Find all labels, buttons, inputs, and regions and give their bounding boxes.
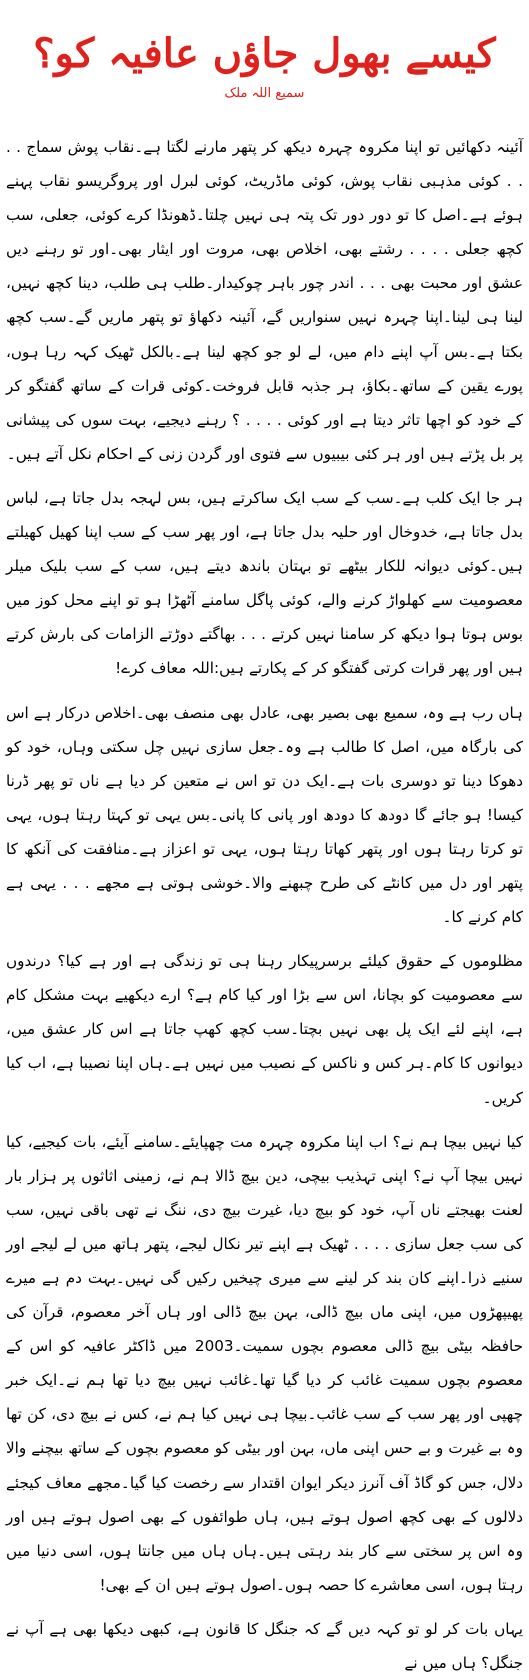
article-paragraph: کیا نہیں بیچا ہم نے؟ اب اپنا مکروہ چہرہ مت چھپایئے۔سامنے آیئے، بات کیجیے، کیا نہیں بیچا آپ نے؟ اپنی تہذیب بیچی، دین بیچ ڈالا ہم نے، زمینی اثاثوں پر ہزار بار لعنت بھیجتے ناں آپ، خود کو بیچ دیا، غیرت بیچ دی، ننگ نے تھی باقی نہیں، سب کی سب جعل سازی . . . . ٹھیک ہے اپنے تیر نکال لیجے، پتھر ہاتھ میں لے لیجے اور سنیے ذرا۔اپنے کان بند کر لینے سے میری چیخیں رکیں گی نہیں۔بہت دم ہے میرے پھیپھڑوں میں، اپنی ماں بیچ ڈالی، بہن بیچ ڈالی اور ہاں آخر معصوم، قرآن کی حافظہ بیٹی بیچ ڈالی معصوم بچوں سمیت۔2003 میں ڈاکٹر عافیہ کو اس کے معصوم بچوں سمیت غائب کر دیا گیا تھا۔غائب نہیں بیچ دیا تھا ہم نے۔ایک خبر چھپی اور پھر سب کے سب غائب۔بیچا ہی نہیں کیا ہم نے، کس نے بیچ دی، کن تھا وہ بے غیرت و بے حس اپنی ماں، بہن اور بیٹی کو معصوم بچوں کے ساتھ بیچنے والا دلال، جس کو گاڈ آف آنرز دیکر ایوان اقتدار سے رخصت کیا گیا۔مجھے معاف کیجئے دلالوں کے بھی کچھ اصول ہوتے ہیں، ہاں طوائفوں کے بھی اصول ہوتے ہیں اور وہ اس پر سختی سے کار بند رہتی ہیں۔ہاں ہاں میں جانتا ہوں، اسی دنیا میں رہتا ہوں، اسی معاشرے کا حصہ ہوں۔اصول ہوتے ہیں ان کے بھی!	[6, 1132, 523, 1594]
article-paragraph: ہاں رب ہے وہ، سمیع بھی بصیر بھی، عادل بھی منصف بھی۔اخلاص درکار ہے اس کی بارگاہ میں، اصل کا طالب ہے وہ۔جعل سازی نہیں چل سکتی وہاں، خود کو دھوکا دینا تو دوسری بات ہے۔ایک دن تو اس نے متعین کر دیا ہے ناں تو پھر ڈرنا کیسا! ہو جائے گا دودھ کا دودھ اور پانی کا پانی۔بس یہی تو کہتا رہتا ہوں، یہی تو کرتا رہتا ہوں اور پتھر کھاتا رہتا ہوں، یہی تو اعزاز ہے۔منافقت کی آنکھ کا پتھر اور دل میں کانٹے کی طرح چبھنے والا۔خوشی ہوتی ہے مجھے . . . یہی ہے کام کرنے کا۔	[6, 703, 523, 927]
article-title: کیسے بھول جاؤں عافیہ کو؟	[33, 30, 496, 77]
article-body	[6, 130, 523, 1680]
article-paragraph: یہاں بات کر لو تو کہہ دیں گے کہ جنگل کا قانون ہے، کبھی دیکھا بھی ہے آپ نے جنگل؟ ہاں میں نے	[6, 1619, 523, 1673]
article-paragraph: مظلوموں کے حقوق کیلئے برسرپیکار رہنا ہی تو زندگی ہے اور ہے کیا؟ درندوں سے معصومیت کو بچانا، اس سے بڑا اور کیا کام ہے؟ ارے دیکھیے بہت مشکل کام ہے، اپنے لئے ایک پل بھی نہیں بچتا۔سب کچھ کھپ جاتا ہے اس کار عشق میں، دیوانوں کا کام۔ہر کس و ناکس کے نصیب میں نہیں ہے۔ہاں اپنا نصیبا ہے، اب کیا کریں۔	[6, 952, 523, 1107]
article-paragraph: ہر جا ایک کلب ہے۔سب کے سب ایک ساکرتے ہیں، بس لہجہ بدل جاتا ہے، لباس بدل جاتا ہے، خدوخال اور حلیہ بدل جاتا ہے، اور پھر سب کے سب اپنا کھیل کھیلتے ہیں۔کوئی دیوانہ للکار بیٹھے تو بہتان باندھ دیتے ہیں، سب کے سب بلیک میلر معصومیت سے کھلواڑ کرنے والے، کوئی پاگل سامنے آٹھڑا ہو تو اپنے محل کوز میں بوس ہوتا ہوا دیکھ کر سامنا نہیں کرتے . . . بھاگتے دوڑتے الزامات کی بارش کرتے ہیں اور پھر قرات کرتی گفتگو کر کے پکارتے ہیں:اللہ معاف کرے!	[6, 488, 523, 678]
author-name: سمیع اللہ ملک	[224, 86, 305, 101]
article-paragraph: آئینہ دکھائیں تو اپنا مکروہ چہرہ دیکھ کر پتھر مارنے لگتا ہے۔نقاب پوش سماج . . . . کوئی مذہبی نقاب پوش، کوئی ماڈریٹ، کوئی لبرل اور پروگریسو نقاب پہنے ہوئے ہے۔اصل کا تو دور دور تک پتہ ہی نہیں چلتا۔ڈھونڈا کرے کوئی، جعلی، سب کچھ جعلی . . . . رشتے بھی، اخلاص بھی، مروت اور ایثار بھی۔اور تو رہنے دیں عشق اور محبت بھی . . . اندر چور باہر چوکیدار۔طلب ہی طلب، دینا کچھ نہیں، لینا ہی لینا۔اپنا چہرہ نہیں سنواریں گے، آئینہ دکھاؤ تو پتھر ماریں گے۔سب کچھ بکتا ہے۔بس آپ اپنے دام میں، لے لو جو کچھ لینا ہے۔بالکل ٹھیک کہہ رہا ہوں، پورے یقین کے ساتھ۔بکاؤ، ہر جذبہ قابل فروخت۔کوئی قرات کے ساتھ گفتگو کر کے خود کو اچھا تاثر دیتا ہے اور کوئی . . . . ؟ رہنے دیجیے، بہت سوں کی پیشانی پر بل پڑتے ہیں اور ہر کئی بیبیوں سے فتوی اور گردن زنی کے احکام نکل آتے ہیں۔	[6, 138, 523, 463]
